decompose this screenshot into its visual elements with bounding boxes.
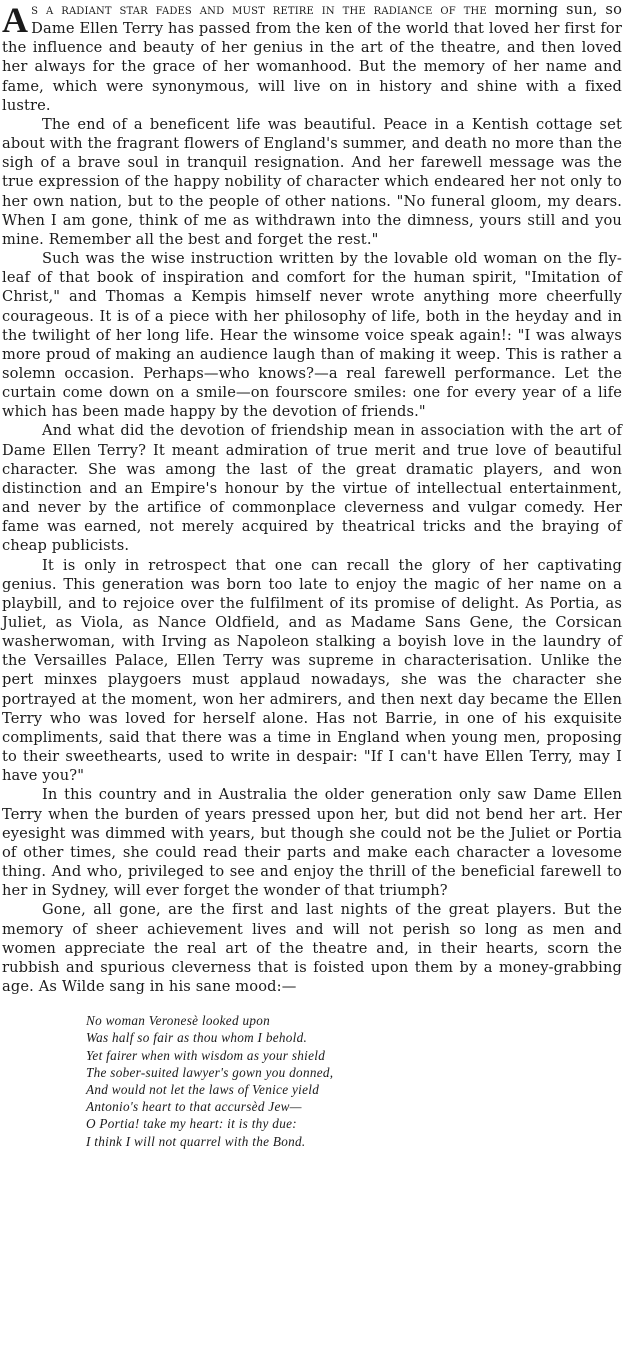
poem-line: And would not let the laws of Venice yield — [86, 1081, 320, 1097]
paragraph-lead: s a radiant star fades and must retire in the radiance of the — [31, 1, 487, 18]
paragraph-text: morning sun, so Dame Ellen Terry has passed from the ken of the world that loved her first for the influence and beauty of her genius in the art of the theatre, and then loved her always for the grace of her womanhood. But the memory of her name and fame, which were synonymous, will live on in history and shine with a fixed lustre. — [2, 1, 623, 114]
article-paragraph-3: Such was the wise instruction written by the lovable old woman on the fly-leaf of that book of inspiration and comfort for the human spirit, "Imitation of Christ," and Thomas a Kempis himself never wrote anything more cheerfully courageous. It is of a piece with her philosophy of life, both in the heyday and in the twilight of her long life. Hear the winsome voice speak again!: "I was always more proud of making an audience laugh than of making it weep. This is rather a solemn occasion. Perhaps—who knows?—a real farewell performance. Let the curtain come down on a smile—on fourscore smiles: one for every year of a life which has been made happy by the devotion of friends." — [2, 250, 622, 421]
poem-line: Antonio's heart to that accursèd Jew— — [86, 1099, 302, 1115]
article-column — [2, 0, 622, 1150]
article-paragraph-1 — [2, 0, 622, 115]
article-paragraph-6: In this country and in Australia the older generation only saw Dame Ellen Terry when the burden of years pressed upon her, but did not bend her art. Her eyesight was dimmed with years, but though she could not be the Juliet or Portia of other times, she could read their parts and make each character a lovesome thing. And who, privileged to see and enjoy the thrill of the beneficial farewell to her in Sydney, will ever forget the wonder of that triumph? — [2, 786, 622, 900]
poem-line: I think I will not quarrel with the Bond. — [86, 1133, 306, 1149]
poem-line: No woman Veronesè looked upon — [86, 1013, 271, 1029]
article-paragraph-5: It is only in retrospect that one can recall the glory of her captivating genius. This generation was born too late to enjoy the magic of her name on a playbill, and to rejoice over the fulfilment of its promise of delight. As Portia, as Juliet, as Viola, as Nance Oldfield, and as Madame Sans Gene, the Corsican washerwoman, with Irving as Napoleon stalking a boyish love in the laundry of the Versailles Palace, Ellen Terry was supreme in characterisation. Unlike the pert minxes playgoers must applaud nowadays, she was the character she portrayed at the moment, won her admirers, and then next day became the Ellen Terry who was loved for herself alone. Has not Barrie, in one of his exquisite compliments, said that there was a time in England when young men, proposing to their sweethearts, used to write in despair: "If I can't have Ellen Terry, may I have you?" — [2, 556, 622, 785]
article-paragraph-2: The end of a beneficent life was beautiful. Peace in a Kentish cottage set about with the fragrant flowers of England's summer, and death no more than the sigh of a brave soul in tranquil resignation. And her farewell message was the true expression of the happy nobility of character which endeared her not only to her own nation, but to the people of other nations. "No funeral gloom, my dears. When I am gone, think of me as withdrawn into the dimness, yours still and you mine. Remember all the best and forget the rest." — [2, 115, 622, 248]
article-paragraph-7: Gone, all gone, are the first and last nights of the great players. But the memory of sheer achievement lives and will not perish so long as men and women appreciate the real art of the theatre and, in their hearts, scorn the rubbish and spurious cleverness that is foisted upon them by a money-grabbing age. As Wilde sang in his sane mood:— — [2, 901, 622, 995]
poem-line: Was half so fair as thou whom I behold. — [86, 1030, 308, 1046]
drop-cap: A — [2, 0, 29, 40]
poem-quote — [86, 1012, 622, 1150]
poem-line: O Portia! take my heart: it is thy due: — [86, 1116, 297, 1132]
poem-line: The sober-suited lawyer's gown you donned, — [86, 1064, 334, 1080]
poem-line: Yet fairer when with wisdom as your shield — [86, 1047, 326, 1063]
article-paragraph-4: And what did the devotion of friendship mean in association with the art of Dame Ellen Terry? It meant admiration of true merit and true love of beautiful character. She was among the last of the great dramatic players, and won distinction and an Empire's honour by the virtue of intellectual entertainment, and never by the artifice of commonplace cleverness and vulgar comedy. Her fame was earned, not merely acquired by theatrical tricks and the braying of cheap publicists. — [2, 422, 622, 555]
